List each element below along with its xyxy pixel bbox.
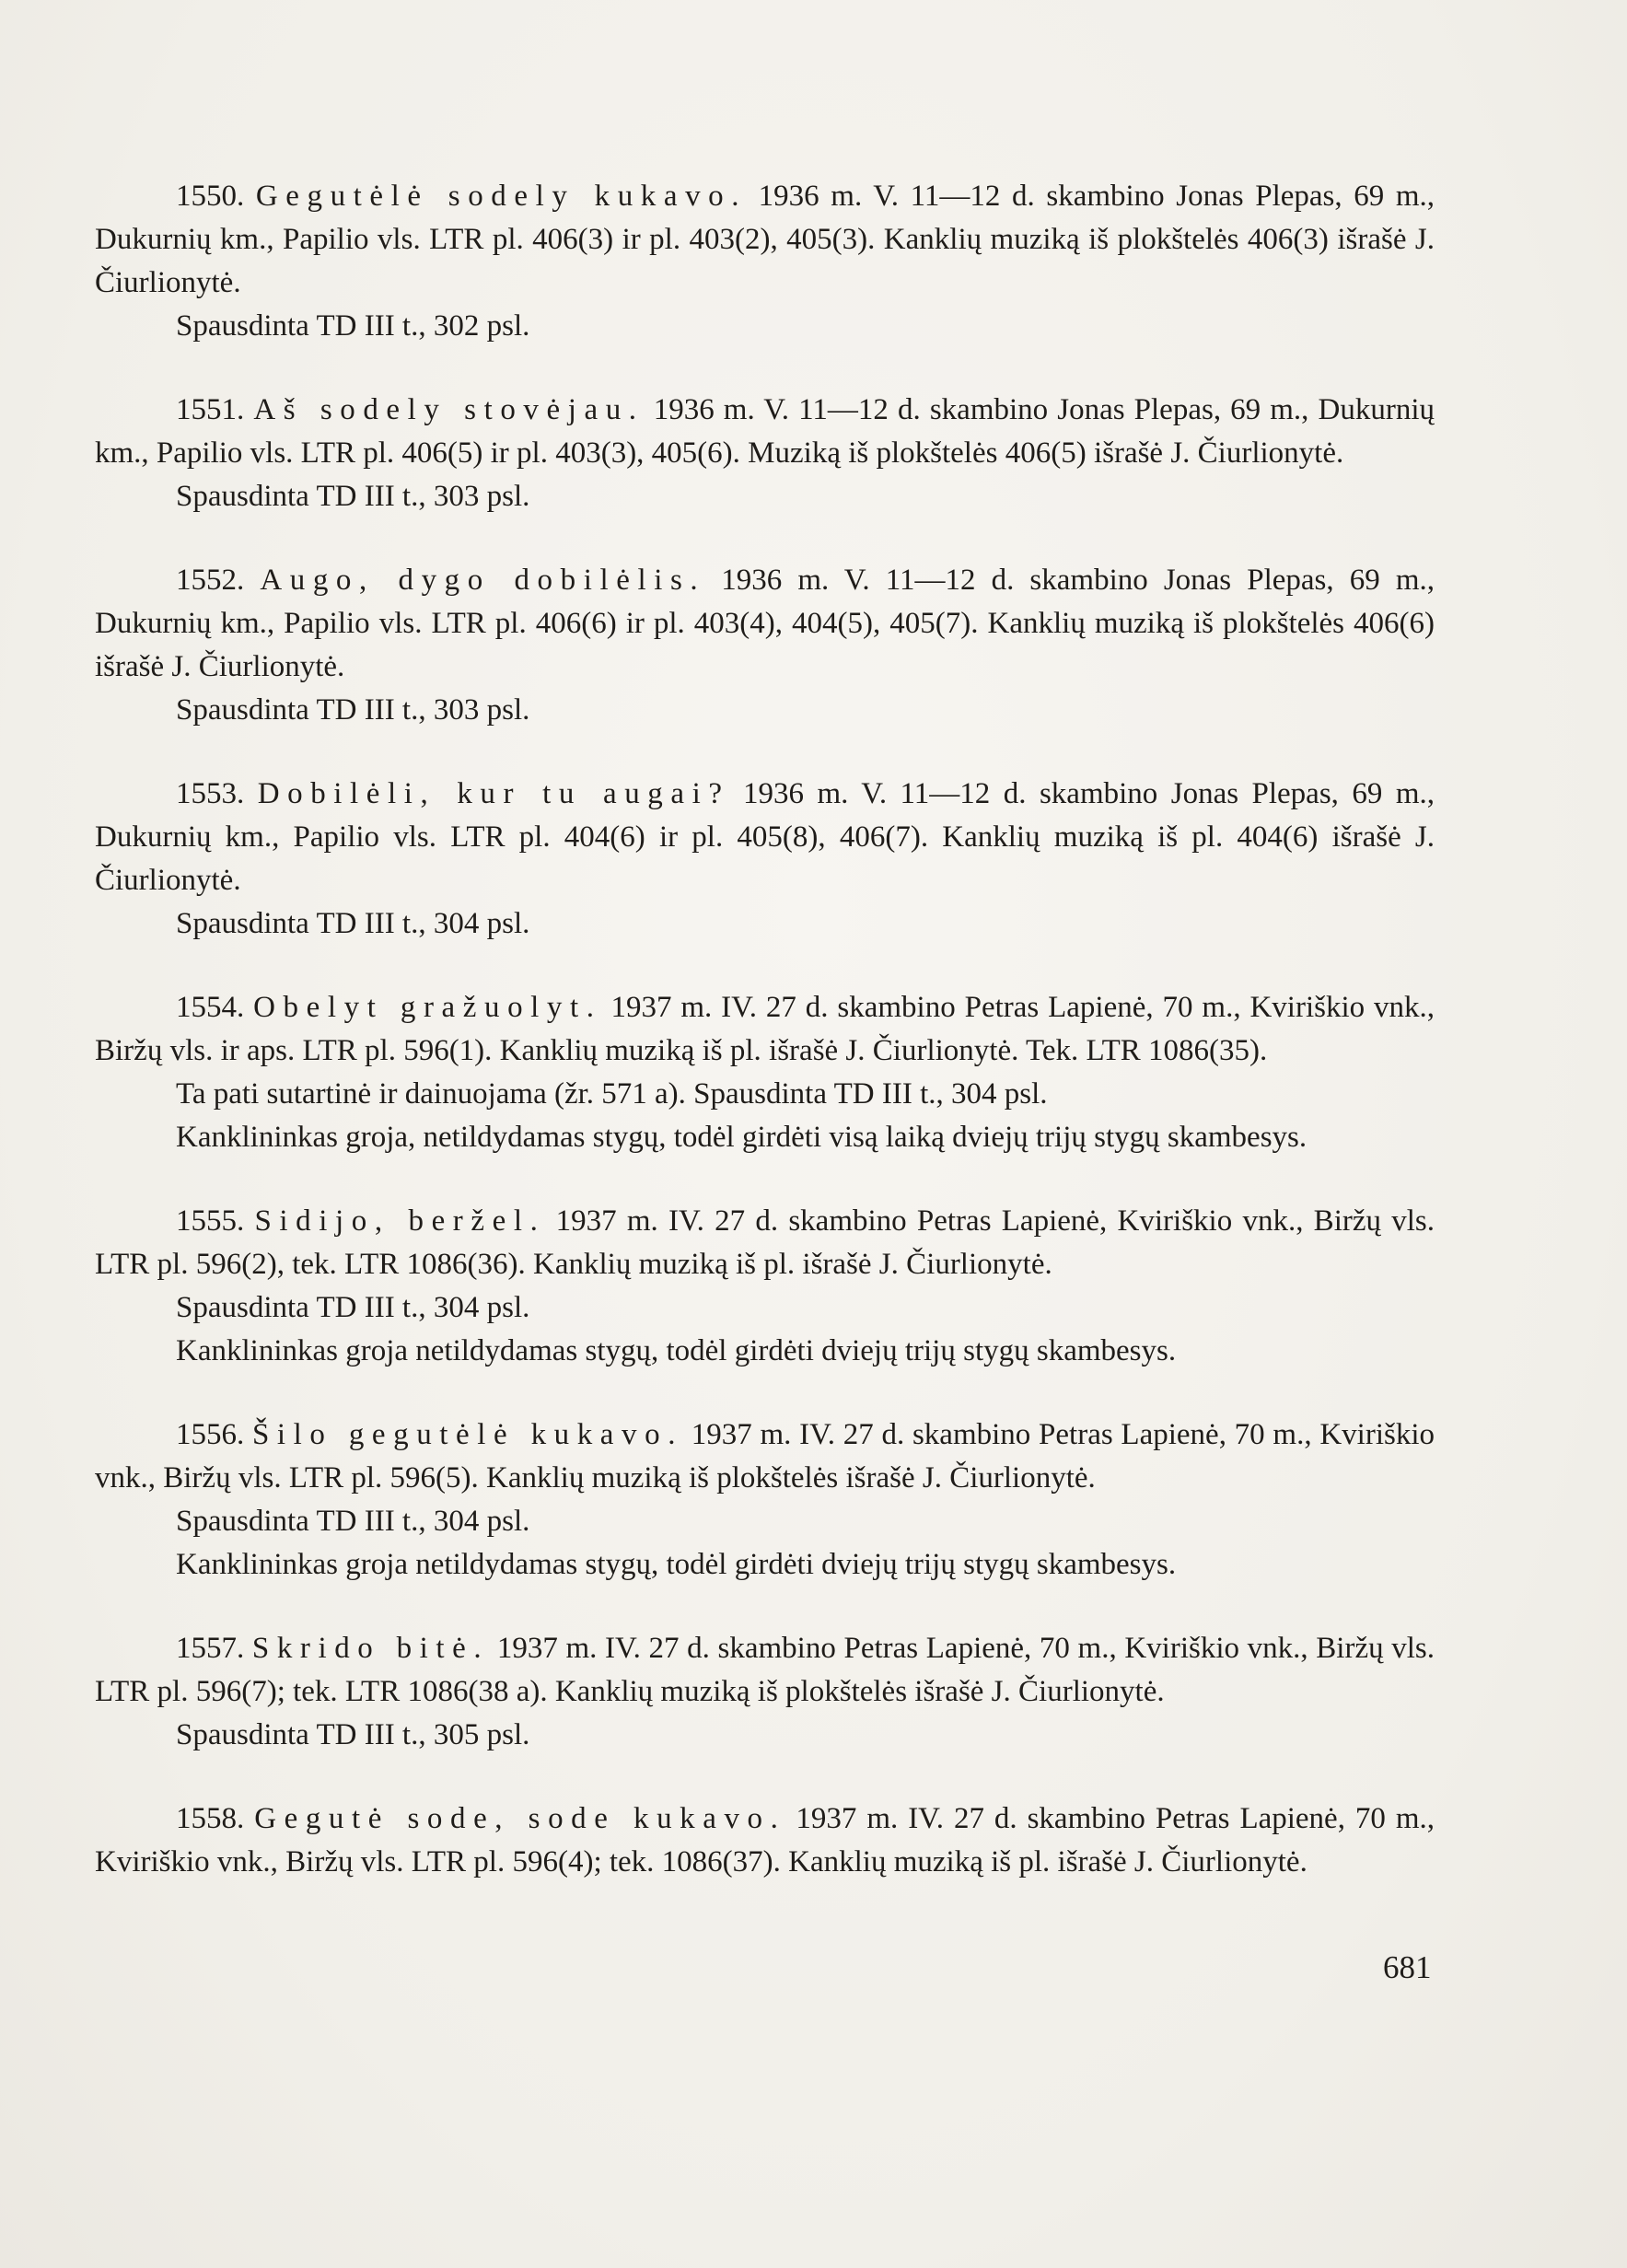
entry-paragraph <box>95 1627 1435 1714</box>
entry-note: Kanklininkas groja, netildydamas stygų, todėl girdėti visą laiką dviejų trijų stygų skambesys. <box>176 1121 1307 1154</box>
entry-title: Šilo gegutėlė kukavo. <box>252 1418 684 1451</box>
entry-number: 1553. <box>176 777 245 810</box>
entry-paragraph <box>95 773 1435 902</box>
entry-paragraph <box>95 175 1435 305</box>
entry-paragraph <box>95 559 1435 689</box>
entry-note: Spausdinta TD III t., 304 psl. <box>176 1505 530 1538</box>
entry-title: Augo, dygo dobilėlis. <box>260 564 706 597</box>
entry-paragraph <box>95 1200 1435 1286</box>
entry-note: Spausdinta TD III t., 304 psl. <box>176 907 530 940</box>
entry-note: Kanklininkas groja netildydamas stygų, todėl girdėti dviejų trijų stygų skambesys. <box>176 1334 1177 1367</box>
entry-number: 1555. <box>176 1204 245 1238</box>
entry-paragraph <box>95 1413 1435 1500</box>
entry-text: 1937 m. IV. 27 d. skambino Petras Lapienė, 70 m., Kviriškio vnk., Biržų vls. LTR pl. 596(5). Kanklių muziką iš plokštelės išrašė J. Čiurlionytė. <box>95 1418 1435 1495</box>
entry-title: Aš sodely stovėjau. <box>253 393 645 426</box>
entry-number: 1552. <box>176 564 245 597</box>
entry-note: Spausdinta TD III t., 305 psl. <box>176 1718 530 1751</box>
page-body <box>95 175 1435 1925</box>
entry-text: 1936 m. V. 11—12 d. skambino Jonas Plepas, 69 m., Dukurnių km., Papilio vls. LTR pl. 404(6) ir pl. 405(8), 406(7). Kanklių muziką iš pl. 404(6) išrašė J. Čiurlionytė. <box>95 777 1435 897</box>
entry-note: Spausdinta TD III t., 304 psl. <box>176 1291 530 1324</box>
entry-number: 1556. <box>176 1418 245 1451</box>
entry-note: Spausdinta TD III t., 303 psl. <box>176 480 530 513</box>
entry-1558 <box>95 1797 1435 1884</box>
page-number: 681 <box>1383 1949 1432 1985</box>
entry-note: Ta pati sutartinė ir dainuojama (žr. 571 a). Spausdinta TD III t., 304 psl. <box>176 1077 1048 1111</box>
entry-1556 <box>95 1413 1435 1587</box>
entry-number: 1554. <box>176 991 245 1024</box>
entry-1553 <box>95 773 1435 946</box>
entry-note: Spausdinta TD III t., 302 psl. <box>176 309 530 343</box>
entry-paragraph <box>95 1797 1435 1884</box>
entry-1552 <box>95 559 1435 732</box>
entry-1550 <box>95 175 1435 348</box>
entry-number: 1558. <box>176 1802 245 1835</box>
entry-note: Kanklininkas groja netildydamas stygų, todėl girdėti dviejų trijų stygų skambesys. <box>176 1548 1177 1581</box>
entry-paragraph <box>95 389 1435 475</box>
entry-note: Spausdinta TD III t., 303 psl. <box>176 693 530 727</box>
entry-title: Sidijo, beržel. <box>254 1204 546 1238</box>
entry-1554 <box>95 986 1435 1159</box>
entry-title: Obelyt gražuolyt. <box>253 991 602 1024</box>
entry-title: Dobilėli, kur tu augai? <box>257 777 730 810</box>
entry-number: 1550. <box>176 180 245 213</box>
entry-text: 1937 m. IV. 27 d. skambino Petras Lapienė, Kviriškio vnk., Biržų vls. LTR pl. 596(2), tek. LTR 1086(36). Kanklių muziką iš pl. išrašė J. Čiurlionytė. <box>95 1204 1435 1281</box>
entry-1557 <box>95 1627 1435 1757</box>
entry-text: 1937 m. IV. 27 d. skambino Petras Lapienė, 70 m., Kviriškio vnk., Biržų vls. LTR pl. 596(7); tek. LTR 1086(38 a). Kanklių muziką iš plokštelės išrašė J. Čiurlionytė. <box>95 1632 1435 1708</box>
entry-title: Gegutėlė sodely kukavo. <box>255 180 748 213</box>
entry-paragraph <box>95 986 1435 1073</box>
entry-text: 1936 m. V. 11—12 d. skambino Jonas Plepas, 69 m., Dukurnių km., Papilio vls. LTR pl. 406(3) ir pl. 403(2), 405(3). Kanklių muziką iš plokštelės 406(3) išrašė J. Čiurlionytė. <box>95 180 1435 299</box>
entry-title: Gegutė sode, sode kukavo. <box>254 1802 786 1835</box>
entry-number: 1551. <box>176 393 245 426</box>
entry-number: 1557. <box>176 1632 245 1665</box>
entry-text: 1937 m. IV. 27 d. skambino Petras Lapienė, 70 m., Kviriškio vnk., Biržų vls. LTR pl. 596(4); tek. 1086(37). Kanklių muziką iš pl. išrašė J. Čiurlionytė. <box>95 1802 1435 1878</box>
entry-1555 <box>95 1200 1435 1373</box>
entry-1551 <box>95 389 1435 518</box>
entry-text: 1936 m. V. 11—12 d. skambino Jonas Plepas, 69 m., Dukurnių km., Papilio vls. LTR pl. 406(5) ir pl. 403(3), 405(6). Muziką iš plokštelės 406(5) išrašė J. Čiurlionytė. <box>95 393 1435 470</box>
entry-text: 1937 m. IV. 27 d. skambino Petras Lapienė, 70 m., Kviriškio vnk., Biržų vls. ir aps. LTR pl. 596(1). Kanklių muziką iš pl. išrašė J. Čiurlionytė. Tek. LTR 1086(35). <box>95 991 1435 1067</box>
entry-text: 1936 m. V. 11—12 d. skambino Jonas Plepas, 69 m., Dukurnių km., Papilio vls. LTR pl. 406(6) ir pl. 403(4), 404(5), 405(7). Kanklių muziką iš plokštelės 406(6) išrašė J. Čiurlionytė. <box>95 564 1435 683</box>
entry-title: Skrido bitė. <box>251 1632 490 1665</box>
